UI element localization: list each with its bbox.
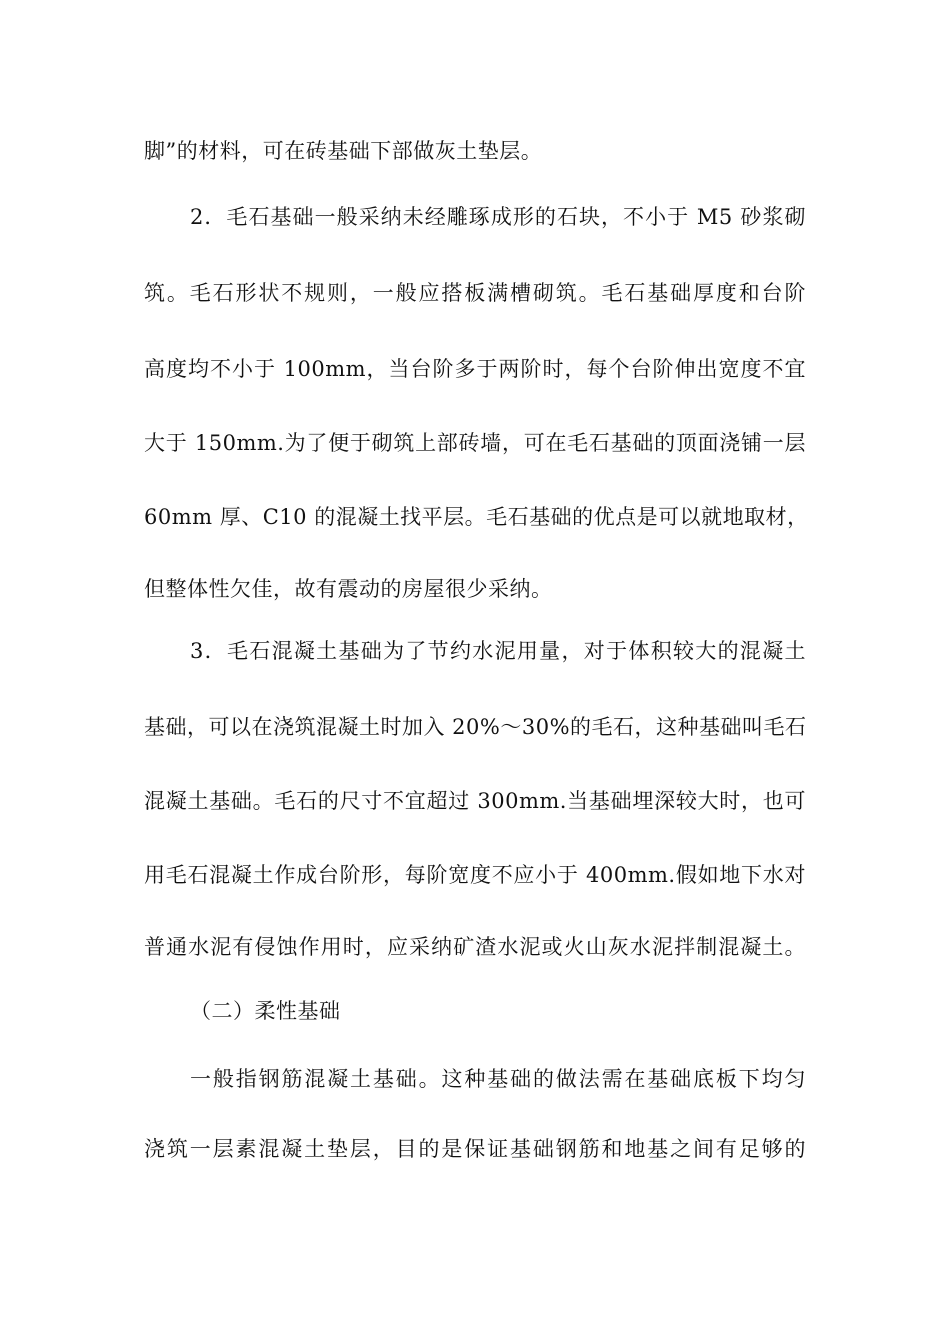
paragraph-line: 3．毛石混凝土基础为了节约水泥用量，对于体积较大的混凝土 (190, 639, 806, 663)
paragraph-line: 基础，可以在浇筑混凝土时加入 20%～30%的毛石，这种基础叫毛石 (144, 715, 807, 739)
paragraph-line: 用毛石混凝土作成台阶形，每阶宽度不应小于 400mm.假如地下水对 (144, 863, 806, 887)
paragraph-line: 60mm 厚、C10 的混凝土找平层。毛石基础的优点是可以就地取材， (144, 505, 809, 529)
paragraph-line: 混凝土基础。毛石的尺寸不宜超过 300mm.当基础埋深较大时，也可 (144, 789, 806, 813)
section-heading: （二）柔性基础 (190, 999, 341, 1023)
paragraph-line: 但整体性欠佳，故有震动的房屋很少采纳。 (144, 577, 553, 601)
paragraph-line: 大于 150mm.为了便于砌筑上部砖墙，可在毛石基础的顶面浇铺一层 (144, 431, 806, 455)
paragraph-line: 脚”的材料，可在砖基础下部做灰土垫层。 (144, 139, 543, 163)
paragraph-line: 一般指钢筋混凝土基础。这种基础的做法需在基础底板下均匀 (190, 1067, 806, 1091)
paragraph-line: 高度均不小于 100mm，当台阶多于两阶时，每个台阶伸出宽度不宜 (144, 357, 806, 381)
paragraph-line: 普通水泥有侵蚀作用时，应采纳矿渣水泥或火山灰水泥拌制混凝土。 (144, 935, 806, 959)
paragraph-line: 筑。毛石形状不规则，一般应搭板满槽砌筑。毛石基础厚度和台阶 (144, 281, 806, 305)
paragraph-line: 浇筑一层素混凝土垫层，目的是保证基础钢筋和地基之间有足够的 (144, 1137, 806, 1161)
paragraph-line: 2．毛石基础一般采纳未经雕琢成形的石块，不小于 M5 砂浆砌 (190, 205, 806, 229)
